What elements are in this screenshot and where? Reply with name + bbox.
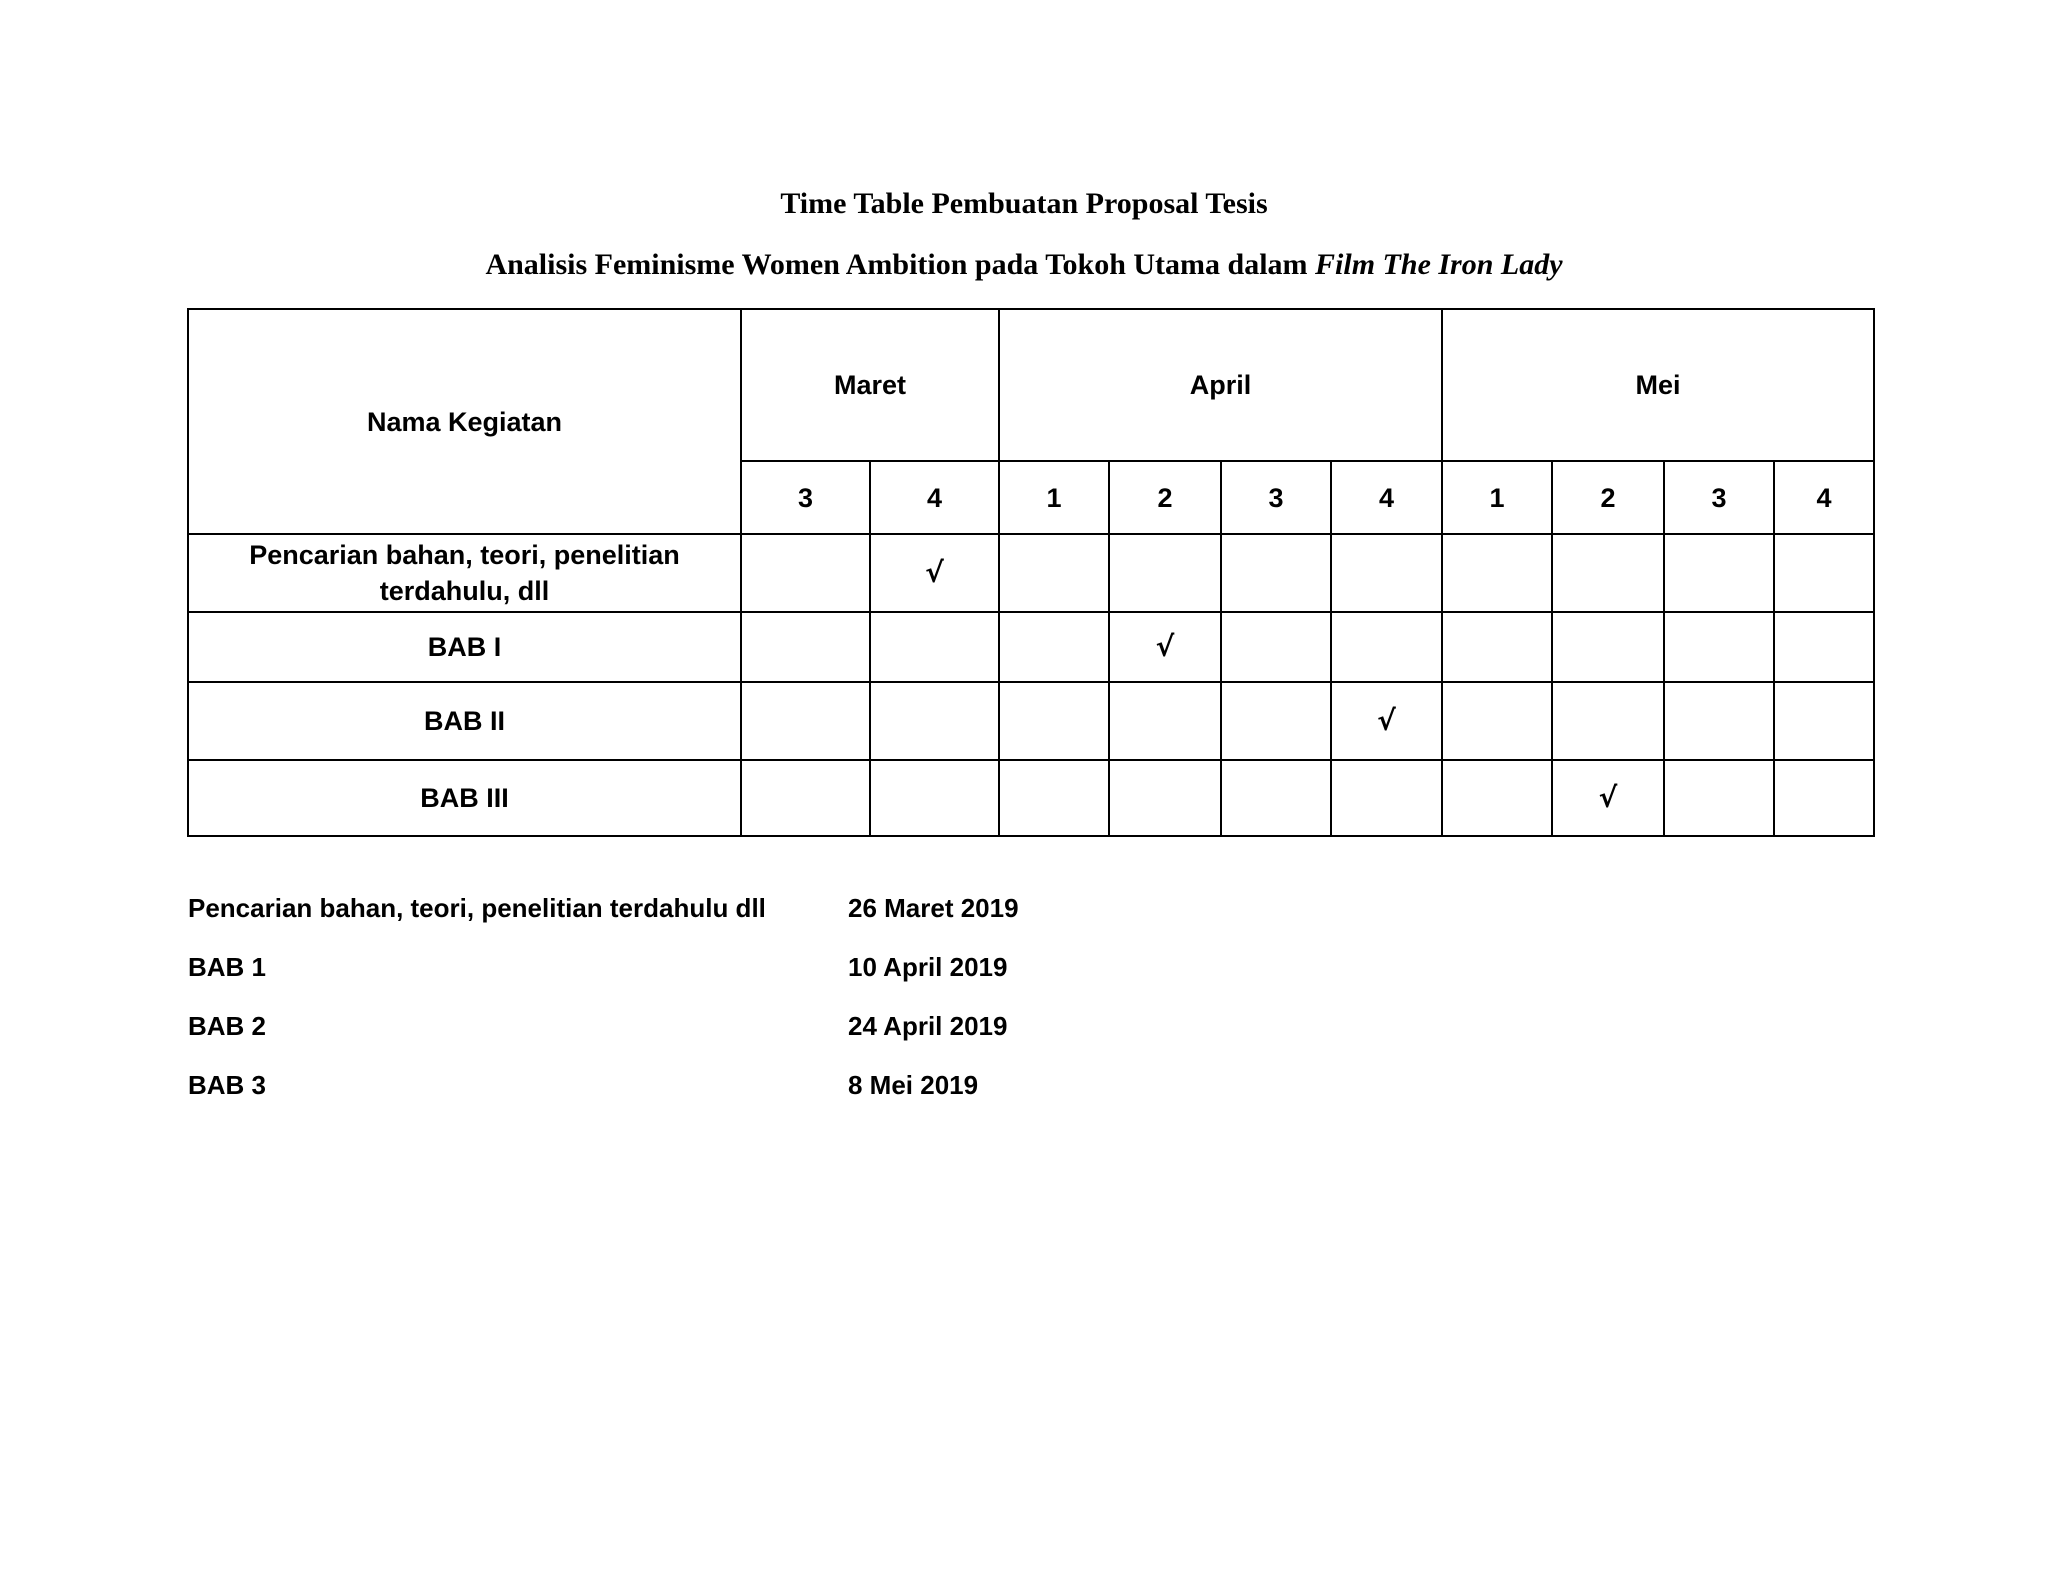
activity-row [188,612,1874,682]
week-cell [1331,682,1442,760]
document-subtitle [0,247,2048,283]
week-cell [999,760,1109,836]
activity-row [188,534,1874,612]
week-cell [870,760,999,836]
week-label: 1 [1489,482,1505,513]
week-cell [1221,760,1331,836]
week-cell [1774,534,1874,612]
week-header-cell [1109,461,1221,534]
summary-date: 26 Maret 2019 [848,893,1019,923]
summary-label: Pencarian bahan, teori, penelitian terdahulu dll [188,893,766,923]
week-cell [741,534,870,612]
week-label: 4 [926,482,943,513]
week-cell [1109,760,1221,836]
week-cell [1664,682,1774,760]
week-cell [1221,534,1331,612]
check-mark-icon: √ [1155,630,1175,663]
week-cell [1442,682,1552,760]
week-header-cell [1442,461,1552,534]
activity-row [188,760,1874,836]
week-cell [1774,682,1874,760]
month-header-row [188,309,1874,461]
week-cell [1664,760,1774,836]
week-header-cell [999,461,1109,534]
week-cell [741,612,870,682]
summary-label: BAB 3 [188,1070,267,1100]
week-label: 1 [1046,482,1062,513]
week-cell [1109,534,1221,612]
week-cell [1109,612,1221,682]
check-mark-icon: √ [1377,704,1396,737]
week-label: 2 [1600,482,1616,513]
week-cell [1109,682,1221,760]
subtitle-text: Analisis Feminisme Women Ambition pada Tokoh Utama dalam [485,248,1316,281]
activity-name: BAB III [420,783,509,813]
activity-name: BAB I [427,632,502,662]
week-header-cell [1774,461,1874,534]
schedule-table [187,308,1875,837]
week-cell [1552,760,1664,836]
week-label: 3 [1268,482,1284,513]
subtitle-film-title: Film The Iron Lady [1315,248,1563,281]
week-label: 4 [1378,482,1395,513]
week-cell [741,682,870,760]
month-label: Mei [1635,370,1681,400]
activity-header: Nama Kegiatan [366,406,563,437]
week-header-cell [870,461,999,534]
week-cell [1442,534,1552,612]
check-mark-icon: √ [925,556,944,589]
week-cell [1664,612,1774,682]
week-cell [1774,760,1874,836]
title-line-1: Time Table Pembuatan Proposal Tesis [780,187,1268,220]
week-cell [999,612,1109,682]
month-header-maret [741,309,999,461]
document-title [0,186,2048,222]
activity-name: Pencarian bahan, teori, penelitian terdahulu, dll [249,540,680,606]
week-header-cell [1552,461,1664,534]
week-cell [1442,760,1552,836]
week-cell [999,682,1109,760]
week-cell [1331,612,1442,682]
week-cell [1331,760,1442,836]
summary-label: BAB 1 [188,952,267,982]
summary-label: BAB 2 [188,1011,267,1041]
week-header-cell [1221,461,1331,534]
check-mark-icon: √ [1598,781,1618,814]
activity-name-cell [188,612,741,682]
week-label: 3 [1711,482,1727,513]
week-cell [1331,534,1442,612]
week-cell [1774,612,1874,682]
week-cell [870,534,999,612]
activity-name: BAB II [424,706,505,736]
activity-name-cell [188,760,741,836]
week-label: 2 [1157,482,1173,513]
week-cell [870,682,999,760]
month-label: April [1189,370,1252,400]
week-cell [999,534,1109,612]
week-label: 3 [797,482,814,513]
week-header-cell [741,461,870,534]
week-cell [1552,534,1664,612]
week-header-cell [1331,461,1442,534]
month-header-april [999,309,1442,461]
week-cell [1552,682,1664,760]
week-cell [741,760,870,836]
week-header-cell [1664,461,1774,534]
month-label: Maret [833,370,907,400]
week-cell [1552,612,1664,682]
week-label: 4 [1816,482,1832,513]
week-cell [1442,612,1552,682]
week-cell [1664,534,1774,612]
activity-row [188,682,1874,760]
activity-name-cell [188,534,741,612]
week-cell [1221,682,1331,760]
week-cell [870,612,999,682]
month-header-mei [1442,309,1874,461]
activity-name-cell [188,682,741,760]
activity-header-cell [188,309,741,534]
summary-date: 24 April 2019 [848,1011,1008,1041]
week-cell [1221,612,1331,682]
summary-date: 10 April 2019 [848,952,1008,982]
summary-date: 8 Mei 2019 [848,1070,979,1100]
